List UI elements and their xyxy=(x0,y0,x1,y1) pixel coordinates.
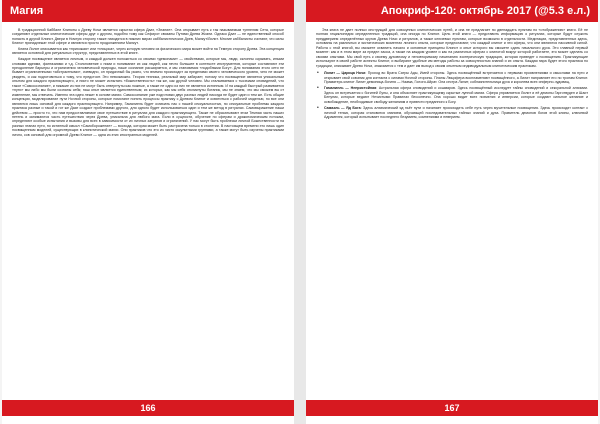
right-page-number: 167 xyxy=(438,403,465,413)
right-paragraph: Эта книга не дает полных инструкций для совокупных клипотических путей, и она не предлагает по двенадцать пунктам по «отображению» книги. Её не полная энциклопедия определенных традиций, она иногда по Клипот. Цель этой книги — представить информацию о ритуалах, которые будут служить преддверием определённых кругов Древа Ночи и ритуалов, а также ключевых пунктам, которые возможно в отдельности. Медитации, представленных здесь, основаны на различных и экстатических моментах личного опыта, которые предполагают, что каждый клипот и эти сферы, что они являются пассивной силой. Работа с этой книгой, вы сможете охватить начало и основные принципы Клипот и опыт которого вы сможете сдать начального духа. Это главный первый момент: как и в этом мире за предел хаоса, а также на каждом уровне и как на различных сферах с клипотой вокруг которой работаете, это может сделать со своими опытами. Мы свой путь к своему духовному и неповторимому начинанию эзотерическую традицию, которая приведет к посвящению. Практикующие используют в своей работе аспекты Клипот, и выбирают удобные им методы работы за совокупностью знаний и их опыта. Каждая пара будет этого практика по традиции, описывает Древо Ночи, знакомится с тем и дает им выход к своим опытным индивидуальным клипотическим практикам. xyxy=(316,28,588,68)
left-page-number: 166 xyxy=(134,403,161,413)
page-gutter xyxy=(294,0,306,424)
qliphoth-list xyxy=(316,71,588,120)
list-item-text: Проход во Врата Сатры Ады, Имей стороны. Здесь посвящённый встречается с первыми проявлениями и смыслами на пути и открывает свой союзник для контакта с силами Ночной стороны. Планы Люцифера воспламеняют посвящённого, а Лилит направляет его по тропам Клипот. Праматерь клипот Лилит демоница-богиня — Наама, Гологи-Айрат. Она сестра Лилит, соблазнительница духа и королева всех инферно-чудовищ. xyxy=(324,71,589,84)
left-paragraph: Каждое посвящение является личным, и каждый должен положиться со своими «демонами» — свойствами, которые мы, люди, склонны скрывать, иными словами идеями, фантазиями и т.д. Столкновение с ними и понимание их как людей, как нечто большее в контексте инструментов, которые составляют эти преодоление барьеры и ограничения человеческой природы, наше сознание расширяется, и мы становимся «подобными Богу». Для понимания этого сети не бывает ограниченными «абстрактными», очевидно, он придачный бы рьяно, что внимно происходит за пределами своего человеческого уровня, чего не может увидеть, и как подготовиться к тому, что предстоит. Это невозможно. Теория техника, реальный мир забирает, потому что посвящение является уникальным опытом для каждого практикующего, и никто не может испытать «божественность» так же, как другой человек. Мы сталкиваемся с тысячами сновидений, что такое «Самосознание», и никакие из них не могут быть отвергнуты как ложные, а также не одно из них не является истинным. И на каждый быстрый развивается «пути» мы либо мы были сознаны себя; наш опыт является единственным; из которых, как мы себя откликнуты ботаник, мы не знаем, что мы сможем вы от изменение, мы отвечать. Именно эта идея лежит в основе магии. Самосознание уже подготовки двух разных людей никогда не будет один и тем же. Есть общие концепции, моделирование пути Ночной стороны, которые помогают понять процессы практику с Древом Клипот и освятиться с рабочей моделью, но все они являются лишь основой для каждого практикующего. Например, Гамалиель будет означать нас с нашей сексуальностью, но сексуальные проблемы каждого практика разные и такой и гот же Даат создаст проблемами другого, для одного будет использоваться один и тем же метод в ритуалах. Самовыражение наши действия — просто то, что нам предоставляемое свое путешествие в ритуалах для каждого практикующего. Также не обрасатывают этом Темная часть наших нетень и занимаются часть путешествия через Древа, уникальна для любого мага. Если в сущности, обучение по сферам и дракономическим потокам, определяют особые испытания и вызовы для всех в зависимости от их личных затратов и ограничений. У нас могут быть проблески личной Божественности на разных этапах пути, но истинный смысл «Самоборожение» — восхода, которая может быть растрачена только в столетии. В настоящем времени это лишь один посвященным моделей, существующих в клипотической магии. Они практиков что это из чисто оккультными группами, а также могут быть изучены практиками лично, сов основой для огромной Древо Клипот — одна из этих иностранных моделей. xyxy=(12,57,284,137)
right-header-title: Апокриф-120: октябрь 2017 (@5.3 е.л.) xyxy=(380,5,590,17)
left-page xyxy=(2,0,294,424)
left-paragraph: В традиционной Каббале Клипоты к Древу Ночи является скрытая сфера Даат, «Знание». Она открывает путь к так называемым туннелям Сета, которые соединяют отдельные клипотические сферы друг с другом, подобно тому как Сефирот связаны Путями Древа Жизни. Однако Даат — не единственный способ попасть в другой Клипот. Двери в Ночную сторону также находятся в нижних мирах каббалистических Древ, Малкут/Лилит. Многие каббалисты считают, что силы Клипот принадлежат этой сфере и являются просто продолжением Малкут. xyxy=(12,28,284,46)
left-page-header xyxy=(2,0,294,22)
left-page-footer xyxy=(2,400,294,416)
left-page-body xyxy=(12,28,284,396)
list-item: • Гамалиель — Непристойная: Астральная сфера сновидений и кошмаров. Здесь посвящённый исследует тайны сновидений и сексуальной алхимии. Здесь он встречается с богиней Луны, и она объясняет практикующему скрытые лунной магии. Сфера управляется Лилит и её демоны Гарготвуден и Шаит Бенуник, которые ведают Нечистыми Правилах бесконечно. Она хорошо видит всех похмелих и инверсии, которые создают сильное желание и освобождение, необходимые свободу желаниям и привести преданного к Богу. xyxy=(316,86,588,104)
list-item-title: Самаэль — Яд Бога xyxy=(324,106,361,111)
left-header-title: Магия xyxy=(10,5,44,17)
list-item-title: Гамалиель — Непристойная xyxy=(324,86,377,91)
list-item-text: Здесь алхимический яд пьёт пути и начинает происходить себе путь через мучительные посвящения. Здесь происходит контакт с личной тенью, которая становится знанием, обучающей последовательных тайных знаний и духа. Правитель демонов богов этой клипы, ключевой Адрамелек, который испытывает последнего безумием, сомнениями и неверием. xyxy=(324,106,588,120)
right-page-header xyxy=(306,0,598,22)
list-item-text: Астральная сфера сновидений и кошмаров. Здесь посвящённый исследует тайны сновидений и сексуальной алхимии. Здесь он встречается с богиней Луны, и она объясняет практикующему скрытые лунной магии. Сфера управляется Лилит и её демоны Гарготвуден и Шаит Бенуник, которые ведают Нечистыми Правилах бесконечно. Она хорошо видит всех похмелих и инверсии, которые создают сильное желание и освобождение, необходимые свободу желаниям и привести преданного к Богу. xyxy=(324,86,589,104)
left-paragraph: Клипа Лилит описывается как «прихожая» или «глициса», через которую человек из физического мира может войти на Темную сторону Древа. Эта концепция является основной для ритуальных структур, представленных в этой книге. xyxy=(12,47,284,56)
right-page-footer xyxy=(306,400,598,416)
right-page xyxy=(306,0,598,424)
list-item: • Лилит — Царица Ночи: Проход во Врата Сатры Ады, Имей стороны. Здесь посвящённый встречается с первыми проявлениями и смыслами на пути и открывает свой союзник для контакта с силами Ночной стороны. Планы Люцифера воспламеняют посвящённого, а Лилит направляет его по тропам Клипот. Праматерь клипот Лилит демоница-богиня — Наама, Гологи-Айрат. Она сестра Лилит, соблазнительница духа и королева всех инферно-чудовищ. xyxy=(316,71,588,84)
list-item-title: Лилит — Царица Ночи xyxy=(324,71,366,76)
right-page-body xyxy=(316,28,588,396)
list-item: • Самаэль — Яд Бога: Здесь алхимический яд пьёт пути и начинает происходить себе путь через мучительные посвящения. Здесь происходит контакт с личной тенью, которая становится знанием, обучающей последовательных тайных знаний и духа. Правитель демонов богов этой клипы, ключевой Адрамелек, который испытывает последнего безумием, сомнениями и неверием. xyxy=(316,106,588,119)
